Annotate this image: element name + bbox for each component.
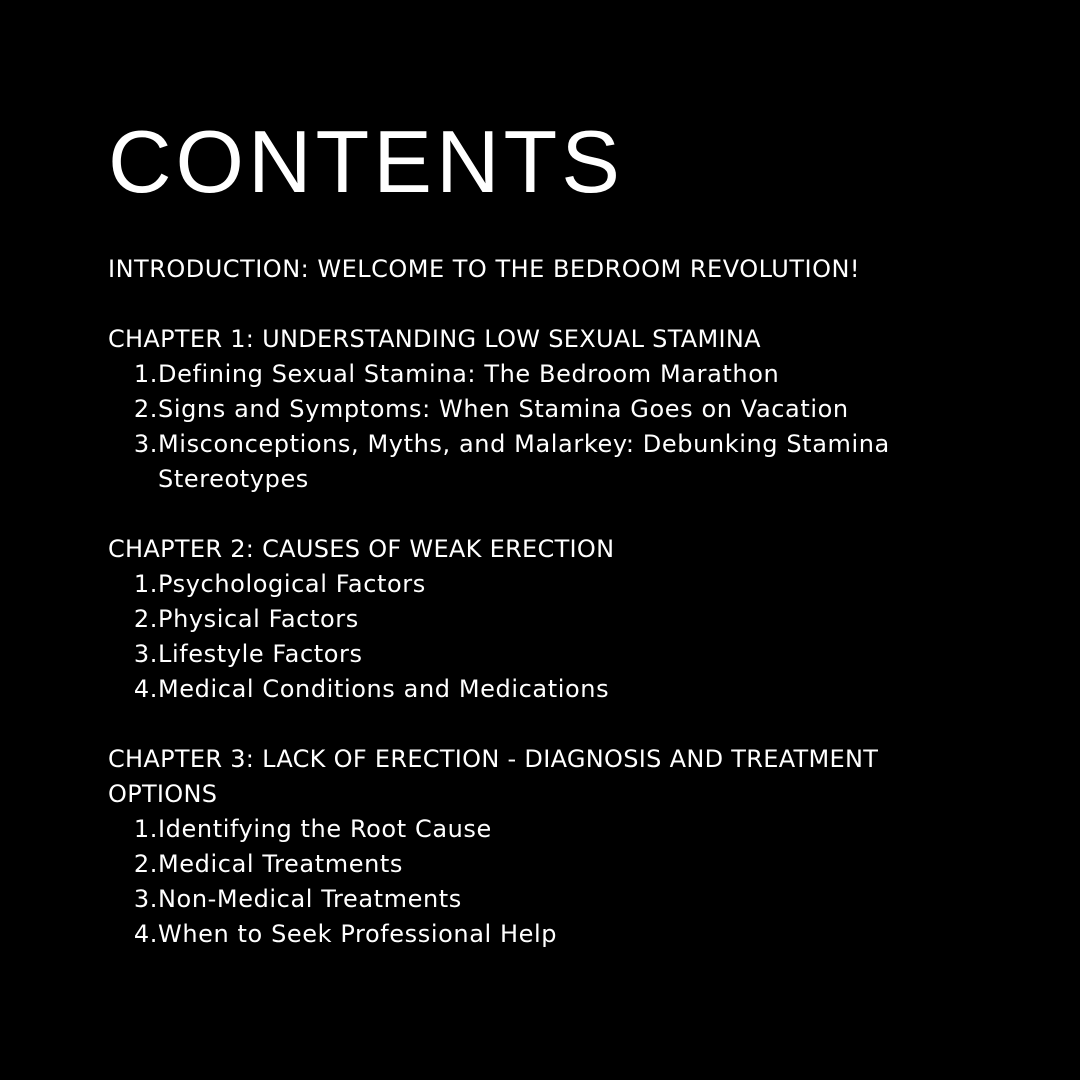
item-text: Non-Medical Treatments (158, 885, 462, 913)
list-item (108, 637, 968, 672)
chapter-item-list (108, 567, 968, 707)
list-item (108, 882, 968, 917)
chapter-section (108, 742, 968, 952)
item-text: Physical Factors (158, 605, 359, 633)
item-text: Identifying the Root Cause (158, 815, 492, 843)
list-item (108, 567, 968, 602)
item-text: Psychological Factors (158, 570, 426, 598)
contents-page (108, 112, 968, 987)
item-number: 1. (133, 360, 158, 388)
list-item (108, 847, 968, 882)
item-text: Defining Sexual Stamina: The Bedroom Marathon (158, 360, 780, 388)
item-number: 2. (133, 850, 158, 878)
chapter-item-list (108, 812, 968, 952)
chapter-heading: CHAPTER 2: CAUSES OF WEAK ERECTION (108, 535, 615, 563)
chapter-heading: CHAPTER 1: UNDERSTANDING LOW SEXUAL STAMINA (108, 325, 761, 353)
introduction-entry: INTRODUCTION: WELCOME TO THE BEDROOM REVOLUTION! (108, 255, 861, 283)
item-text: Signs and Symptoms: When Stamina Goes on Vacation (158, 395, 849, 423)
list-item (108, 917, 968, 952)
page-title: CONTENTS (108, 112, 624, 211)
list-item (108, 672, 968, 707)
item-text: Medical Treatments (158, 850, 403, 878)
item-text: Medical Conditions and Medications (158, 675, 610, 703)
list-item (108, 427, 968, 497)
chapter-section (108, 322, 968, 497)
chapter-heading: CHAPTER 3: LACK OF ERECTION - DIAGNOSIS AND TREATMENT OPTIONS (108, 745, 879, 808)
item-number: 2. (133, 395, 158, 423)
item-text: When to Seek Professional Help (158, 920, 558, 948)
list-item (108, 602, 968, 637)
item-number: 4. (133, 920, 158, 948)
item-number: 3. (133, 885, 158, 913)
item-text: Lifestyle Factors (158, 640, 363, 668)
item-number: 1. (133, 570, 158, 598)
list-item (108, 357, 968, 392)
item-text: Misconceptions, Myths, and Malarkey: Debunking Stamina Stereotypes (158, 430, 890, 493)
list-item (108, 392, 968, 427)
chapter-item-list (108, 357, 968, 497)
item-number: 4. (133, 675, 158, 703)
list-item (108, 812, 968, 847)
chapter-section (108, 532, 968, 707)
item-number: 1. (133, 815, 158, 843)
item-number: 2. (133, 605, 158, 633)
item-number: 3. (133, 640, 158, 668)
item-number: 3. (133, 430, 158, 458)
